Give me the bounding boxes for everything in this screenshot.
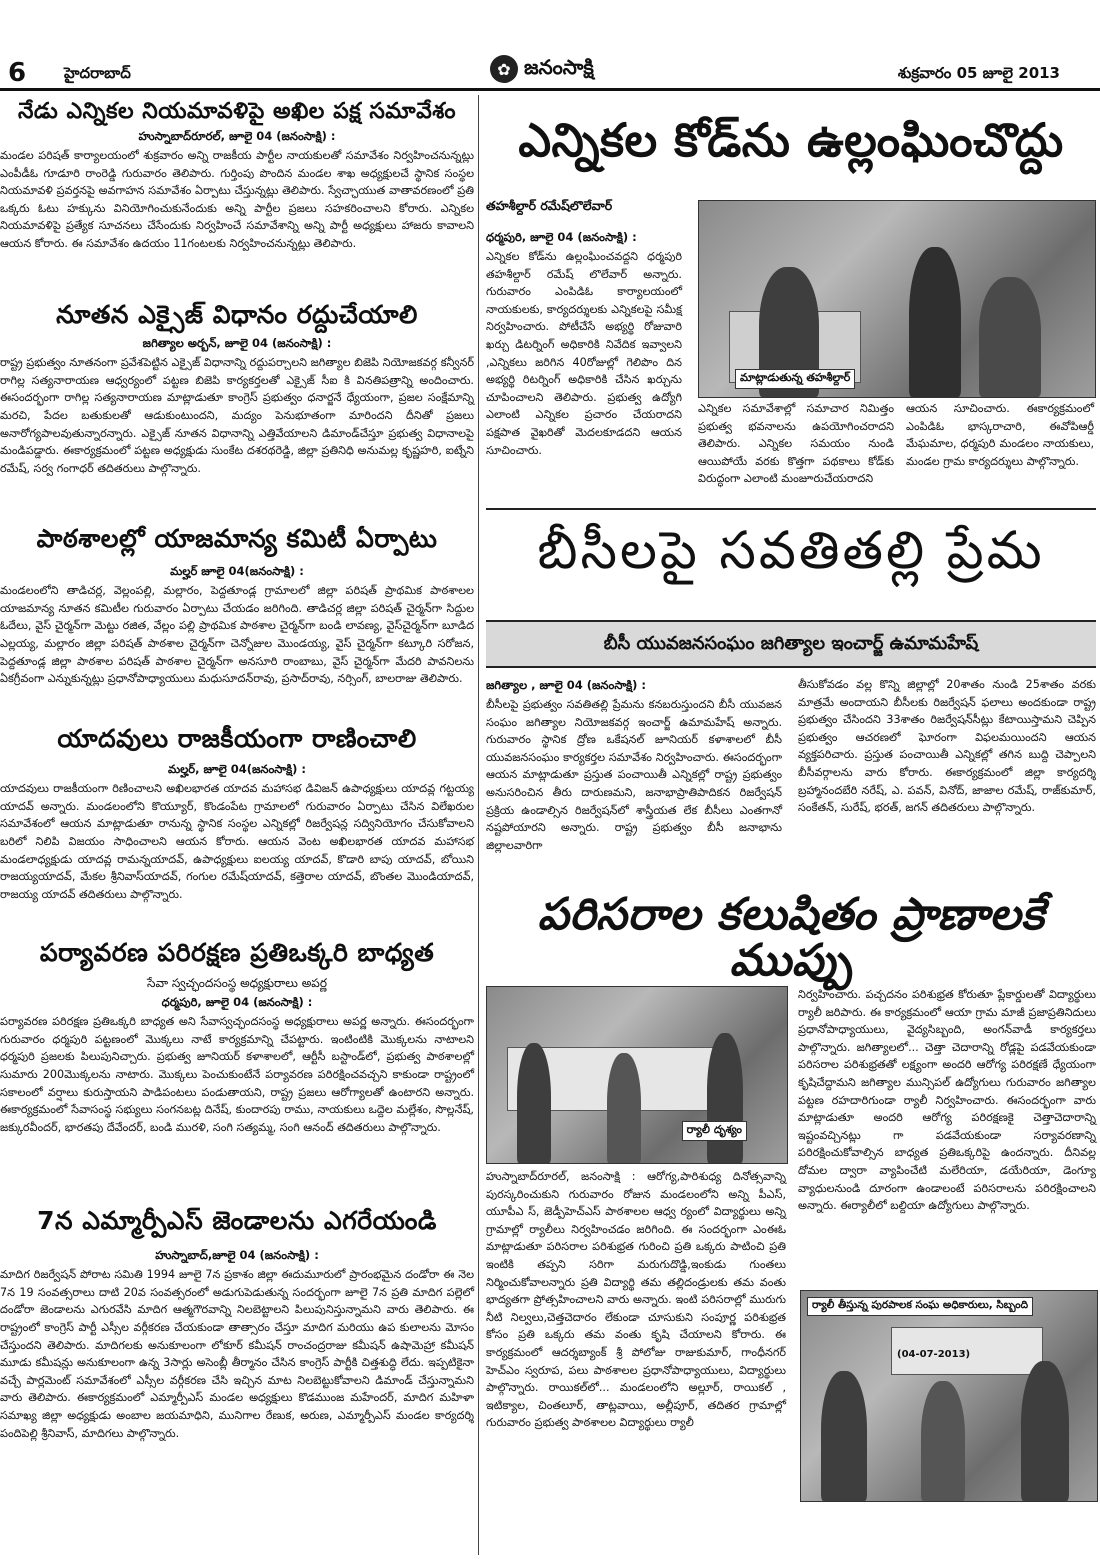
article-column-left [486, 1168, 786, 1432]
article-title: నేడు ఎన్నికల నియమావళిపై అఖిల పక్ష సమావేశం [17, 99, 457, 124]
masthead [490, 52, 640, 86]
article-dateline: జగిత్యాల అర్బన్‌, జూలై 04 (జనంసాక్షి) : [142, 336, 332, 351]
article-body: నిర్వహించారు. పచ్చదనం పరిశుభ్రత కోరుతూ ప్లేకార్డులతో విద్యార్థులు ర్యాలీ జరిపారు. ఈ కార్యక్రమంలో ఆయా గ్రామ మాజీ ప్రజాప్రతినిదులు ప్రధానోపాధ్యాయులు, వైద్యసిబ్బంది, అంగన్‌వాడీ కార్యకర్తలు పాల్గొన్నారు. జగిత్యాలలో... చెత్తా చెదారాన్ని రోడ్లపై పడవేయకుండా పరిసరాల పరిశుభ్రతతో లక్ష్యంగా అందరి ఆరోగ్య పరిరక్షణే ధ్యేయంగా కృషిచేద్దామని జగిత్యాల మున్సిపల్‌ ఉద్యోగులు గురువారం జగిత్యాల పట్టణ రహదారిగుండా ర్యాలీ నిర్వహించారు. ఈసందర్భంగా వారు మాట్లాడుతూ అందరి ఆరోగ్య పరిరక్షణకై చెత్తాచెదారాన్ని ఇష్టంవచ్చినట్లు గా పడవేయకుండా సర్యావరణాన్ని పరిరక్షించుకోవాల్సిన బాధ్యత ప్రతిఒక్కరిపై ఉందన్నారు. దీనివల్ల దోమల ద్వారా వ్యాపించేటి మలేరియా, డయేరియా, డెంగ్యూ వ్యాధులనుండి దూరంగా ఉండాలంటే పరిసరాలను పరిరక్షించాలని అన్నారు. ఈర్యాలీలో బల్దియా ఉద్యోగులు పాల్గొన్నారు. [798, 988, 1096, 1213]
masthead-title: జనంసాక్షి [524, 54, 594, 79]
article-dateline: ధర్మపురి, జూలై 04 (జనంసాక్షి) : [161, 995, 313, 1010]
article-body: తీసుకోవడం వల్ల కొన్ని జిల్లాల్లో 20శాతం నుండి 25శాతం వరకు మాత్రమే అందాయని బీసీలకు రిజర్వేషన్‌ ఫలాలు అందకుండా రాష్ట్ర ప్రభుత్వం చేసిందని 33శాతం రిజర్వేషన్‌సీట్లు కేటాయిస్తామని చెప్పిన ప్రభుత్వం ఆచరణలో ఘోరంగా విఫలమయిందని ఆయన వ్యక్తపరిచారు. ప్రస్తుత పంచాయితీ ఎన్నికల్లో తగిన బుద్ది చెప్పాలని బీసీవర్గాలను వారు కోరారు. ఈకార్యక్రమంలో జిల్లా కార్యదర్శి బ్రహ్మానందబేరి నరేష్‌, ఎ. పవన్‌, వినోద్‌, జాజాల రమేష్‌, రాజ్‌కుమార్‌, సంకేతన్‌, సురేష్‌, భరత్‌, జగన్‌ తదితరులు పాల్గొన్నారు. [798, 678, 1096, 815]
article-dateline: హుస్నాబాద్‌,జూలై 04 (జనంసాక్షి) : [155, 1248, 319, 1263]
article-subhead: సేవా స్వచ్ఛందసంస్థ అధ్యక్షురాలు అపర్ణ [147, 976, 327, 991]
article-mrps-flags [0, 1208, 474, 1442]
photo-caption: ర్యాలీ తీస్తున్న పురపాలక సంఘ అధికారులు, సిబ్బంది [807, 1297, 1033, 1316]
municipal-rally-photo [800, 1290, 1098, 1502]
section-rule [486, 508, 1096, 510]
article-column-2 [698, 400, 894, 488]
issue-date: శుక్రవారం 05 జూలై 2013 [897, 64, 1060, 82]
article-body: ఎన్నికల సమావేశాల్లో సమాచార నిమిత్తం ప్రభుత్వ భవనాలను ఉపయోగించరాదని తెలిపారు. ఎన్నికల సమయం నుండి ఆయిపోయే వరకు కొత్తగా పథకాలు కోడ్‌కు విరుద్ధంగా ఎలాంటి మంజూరుచేయరాదని [698, 402, 894, 486]
article-school-committee [0, 526, 474, 688]
article-election-code [486, 100, 1096, 167]
article-column-right [798, 986, 1096, 1215]
article-body: యాదవులు రాజకీయంగా రిణించాలని అఖిలభారత యాదవ మహాసభ డివిజన్‌ ఉపాధ్యక్షులు యాదవ్ల గట్టయ్య యాదవ్‌ అన్నారు. మండలంలోని కొయ్యూర్‌, కొండంపేట గ్రామాలలో గురువారం ఏర్పాటు చేసిన విలేఖరుల సమావేశంలో ఆయన మాట్లాడుతూ రానున్న స్థానిక సంస్థల ఎన్నికల్లో రిజర్వేషన్ల సద్వినియోగం చేసుకోవాలని బరిలో నిలిపి విజయం సాధించాలని ఆయన కోరారు. ఆయన వెంట అఖిలభారత యాదవ మహాసభ మండలాధ్యక్షుడు యాదవ్ల రామన్నయాదవ్‌, ఉపాధ్యక్షులు ఐలయ్య యాదవ్‌, కొడారి బాపు యాదవ్‌, బోయిని రాజయ్యయాదవ్‌, మేకల శ్రీనివాస్‌యాదవ్‌, గంగుల రమేష్‌యాదవ్‌, కత్తెరాల యాదవ్‌, బొంతల మొండియాదవ్‌, రాజయ్య యాదవ్‌ తదితరులు పాల్గొన్నారు. [0, 782, 474, 901]
article-column-3 [906, 400, 1094, 470]
article-dateline: మల్హర్‌ జూలై 04(జనంసాక్షి) : [170, 564, 304, 579]
article-headline: బీసీలపై సవతితల్లి ప్రేమ [537, 521, 1045, 581]
article-environment [0, 940, 474, 1136]
article-title: నూతన ఎక్సైజ్‌ విధానం రద్దుచేయాలి [56, 300, 418, 329]
article-title: పర్యావరణ పరిరక్షణ ప్రతిఒక్కరి బాధ్యత [39, 938, 435, 967]
article-title: యాదవులు రాజకీయంగా రాణించాలి [57, 724, 417, 753]
page-header [0, 0, 1100, 92]
article-pollution-threat [486, 880, 1096, 987]
article-body: మండలంలోని తాడిచర్ల, వెల్లంపల్లి, మల్లారం, పెద్దతూండ్ల గ్రామాలలో జిల్లా పరిషత్‌ ప్రాథమిక పాఠశాలల యాజమాన్య నూతన కమిటీల గురువారం ఏర్పాటు చేయడం జరిగింది. తాడిచర్ల జిల్లా పరిషత్‌ చైర్మన్‌గా సిద్దుల ఓదేలు, వైస్‌ చైర్మన్‌గా మెట్టు రజిత, వేల్లం పల్లి ప్రాథమిక పాఠశాల చైర్మన్‌గా బండి లావణ్య, వైస్‌చైర్మన్‌గా బూడిద ఎల్లయ్య, మల్లారం జిల్లా పరిషత్‌ పాఠశాల చైర్మన్‌గా చెన్నోజుల మొండయ్య, వైస్‌ చైర్మన్‌గా కట్కూరి సరోజన, పెద్దతూండ్ల జిల్లా పాఠశాల పరిషత్‌ పాఠశాల చైర్మన్‌గా అనసూరి రాంబాబు, వైస్‌ చైర్మన్‌గా మేదరి పావనిలను ఏకగ్రీవంగా ఎన్నుకున్నట్లు ప్రధానోపాధ్యాయులు మధుసూదన్‌రావు, ప్రసాద్‌రావు, నర్సింగ్‌, బాలరాజు తెలిపారు. [0, 584, 474, 686]
header-rule [0, 88, 1100, 91]
article-bc-stepmother [486, 516, 1096, 579]
article-headline: ఎన్నికల కోడ్‌ను ఉల్లంఘించొద్దు [518, 113, 1064, 167]
article-title: పాఠశాలల్లో యాజమాన్య కమిటీ ఏర్పాటు [36, 524, 438, 553]
article-allparty-meeting [0, 100, 474, 253]
photo-caption: మాట్లాడుతున్న తహశీల్దార్‌ [735, 369, 855, 389]
article-body: మండల పరిషత్‌ కార్యాలయంలో శుక్రవారం అన్ని రాజకీయ పార్టీల నాయకులతో సమావేశం నిర్వహించనున్నట్లు ఎంపీడీఓ గూడూరి రాంరెడ్డి గురువారం తెలిపారు. గుర్తింపు పొందిన మండల శాఖ అధ్యక్షులచే స్థానిక సంస్థల నియమావళి ప్రవర్తనపై అవగాహన సమావేశం ఏర్పాటు చేస్తున్నట్లు తెలిపారు. స్వేచ్ఛాయుత వాతావరణంలో ప్రతి ఒక్కరు ఓటు హక్కును వినియోగించుకునేందుకు అన్ని పార్టీల ప్రజలు సహకరించాలని కోరారు. ఎన్నికల నియమావళిపై ప్రత్యేక సూచనలు చేసేందుకు నిర్వహించే సమావేశాన్ని అన్ని పార్టీ అధ్యక్షులు హాజరు కావాలని ఆయన కోరారు. ఈ సమావేశం ఉదయం 11గంటలకు నిర్వహించనున్నట్లు తెలిపారు. [0, 149, 474, 251]
article-yadavs-politics [0, 726, 474, 903]
meeting-photo [698, 200, 1096, 398]
page-number: 6 [8, 58, 27, 88]
article-dateline: ధర్మపురి, జూలై 04 (జనంసాక్షి) : [486, 230, 637, 244]
article-subhead-banner: బీసీ యువజనసంఘం జగిత్యాల ఇంచార్జ్‌ ఉమామహేష్‌ [486, 620, 1096, 668]
column-divider [478, 95, 479, 1555]
banner-date: (04-07-2013) [897, 1349, 971, 1360]
article-column-2 [798, 676, 1096, 817]
article-body: ఎన్నికల కోడ్‌ను ఉల్లంఘించవద్దని ధర్మపురి తహశీల్దార్‌ రమేష్‌ లొలేవార్‌ అన్నారు. గురువారం ఎంపిడిఓ కార్యాలయంలో నాయకులకు, కార్యదర్శులకు ఎన్నికలపై సమీక్ష నిర్వహించారు. పోటీచేసే అభ్యర్థి రోజువారి ఖర్చు డిటర్నింగ్‌ అధికారికి నివేదిక ఇవ్వాలని ,ఎన్నికలు జరిగిన 40రోజుల్లో గెలిపొం దిన అభ్యర్థి రిటర్నింగ్‌ అధికారికి చేసిన ఖర్చును చూపించాలని తెలిపారు. ప్రభుత్వ ఉద్యోగి ఎలాంటి ఎన్నికల ప్రచారం చేయరాదని పక్షపాత వైఖరితో మెదలకూడదని ఆయన సూచించారు. [486, 250, 682, 457]
article-subhead: తహశీల్దార్‌ రమేష్‌లొలేవార్‌ [486, 198, 613, 213]
article-body: పర్యావరణ పరిరక్షణ ప్రతిఒక్కరి బాధ్యత అని సేవాస్వచ్ఛందసంస్థ అధ్యక్షురాలు అపర్ణ అన్నారు. ఈసందర్భంగా గురువారం ధర్మపురి పట్టణంలో మొక్కలు నాటే కార్యక్రమాన్ని చేపట్టారు. ఇంటింటికి మొక్కలను నాటాలని ధర్మపురి ప్రజలకు పిలుపునిచ్చారు. ప్రభుత్వ జూనియర్‌ కళాశాలలో, ఆర్టీసీ బస్టాండ్‌లో, ప్రభుత్వ పాఠశాలల్లో సుమారు 200మొక్కలను నాటారు. మొక్కలు పెంచుకుంటేనే పర్యావరణ పరిరక్షించవచ్చని కాకుండా రాష్ట్రంలో సకాలంలో వర్షాలు కురుస్తాయని పాడిపంటలు పండుతాయని, రాష్ట్ర ప్రజలు ఆరోగ్యాలతో ఉంటారని అన్నారు. ఈకార్యక్రమంలో సేవాసంస్థ సభ్యులు సంగనబట్ల దినేష్‌, కుందారపు రాము, నాయకులు ఒద్దెల మల్లేశం, సొల్లనేష్‌, జక్కురవీందర్‌, భారతపు దేవేందర్‌, బండి మురళి, సంగి సత్యమ్మ, సంగి ఆనంద్‌ తదితరులు పాల్గొన్నారు. [0, 1015, 474, 1134]
article-column-1 [486, 676, 782, 854]
article-body: ఆయన సూచించారు. ఈకార్యక్రమంలో ఎంపిడిఓ భాస్కరాచారి, ఈవోపిఆర్డీ మేఘమాల, ధర్మపురి మండలం నాయకులు, మండల గ్రామ కార్యదర్శులు పాల్గొన్నారు. [906, 402, 1094, 468]
article-body: బీసీలపై ప్రభుత్వం సవతితల్లి ప్రేమను కనబరుస్తుందని బీసీ యువజన సంఘం జగిత్యాల నియోజకవర్గ ఇంచార్జ్‌ ఉమామహేష్‌ అన్నారు. గురువారం స్థానిక ద్రోణ ఒకేషనల్‌ జూనియర్‌ కళాశాలలో బీసీ యువజనసంఘం కార్యకర్తల సమావేశం నిర్వహించారు. ఈసందర్భంగా ఆయన మాట్లాడుతూ ప్రస్తుత పంచాయితీ ఎన్నికల్లో రాష్ట్ర ప్రభుత్వం అనుసరించిన తీరు దారుణమని, జనాభాప్రాతిపాదికన రిజర్వేషన్‌ ప్రక్రియ ఉండాల్సిన రిజర్వేషన్‌లో శాస్త్రీయత లేక బీసీలు ఎంతగానో నష్టపోయారని అన్నారు. రాష్ట్ర ప్రభుత్వం బీసీ జనాభాను జిల్లాలవారిగా [486, 698, 782, 852]
article-title: 7న ఎమ్మార్పీఎస్‌ జెండాలను ఎగరేయండి [37, 1206, 437, 1235]
article-column-1 [486, 228, 682, 459]
photo-caption: ర్యాలీ దృశ్యం [682, 1121, 747, 1141]
article-dateline: జగిత్యాల , జూలై 04 (జనంసాక్షి) : [486, 678, 647, 692]
article-dateline: హుస్నాబాద్‌రూరల్‌, జూలై 04 (జనంసాక్షి) : [138, 129, 336, 144]
masthead-logo-icon: ✿ [490, 55, 518, 83]
rally-photo [486, 986, 788, 1164]
article-body: మాదిగ రిజర్వేషన్‌ పోరాట సమితి 1994 జూలై 7న ప్రకాశం జిల్లా ఈదుమూరులో ప్రారంభమైన దండోరా ఈ నెల 7న 19 సంవత్సరాలు దాటి 20వ సంవత్సరంలో అడుగుపెడుతున్న సందర్భంగా జూలై 7న ప్రతి మాదిగ పల్లెలో దండోరా జెండాలను ఎగురవేసి మాదిగ ఆత్మగౌరవాన్ని నిలబెట్టాలని పిలుపునిస్తున్నామని వారు తెలిపారు. ఈ రాష్ట్రంలో కాంగ్రెస్‌ పార్టీ ఎస్సీల వర్గీకరణ చేయకుండా తాత్సారం చేస్తూ మాదిగ మరియు ఉప కులాలను మోసం చేస్తుందని తెలిపారు. మాదిగలకు అనుకూలంగా లోకూర్‌ కమీషన్‌ రాంచంద్రరాజు కమీషన్‌ ఉషామెహ్రా కమీషన్‌ మూడు కమీషన్లు అనుకూలంగా ఉన్న 3సార్లు అసెంబ్లీ తీర్మానం చేసిన కాంగ్రెస్‌ పార్టీకి చిత్తశుద్ధి లేదు. ఇప్పటికైనా వచ్చే పార్లమెంట్‌ సమావేశంలో ఎస్సీల వర్గీకరణ చేసి ఇచ్చిన మాట నిలబెట్టుకోవాలని డిమాండ్‌ చేస్తున్నామని వారు తెలిపారు. ఈకార్యక్రమంలో ఎమ్మార్పీఎస్‌ మండల అధ్యక్షులు కొడముంజ మహేందర్‌, మాదిగ మహిళా సమాఖ్య జిల్లా అధ్యక్షుడు అంబాల జయమాధిని, మునిగాల రేణుక, అరుణ, ఎమ్మార్పీఎస్‌ మండల కార్యదర్శి పందిపెల్లి శ్రీనివాస్‌, మాదిగలు పాల్గొన్నారు. [0, 1268, 474, 1440]
article-dateline: మల్హర్‌, జూలై 04(జనంసాక్షి) : [167, 762, 307, 777]
article-body: హుస్నాబాద్‌రూరల్‌, జనంసాక్షి : ఆరోగ్య,పారిశుధ్య దినోత్సవాన్ని పురస్కరించుకుని గురువారం రోజున మండలంలోని అన్ని పీఎస్‌, యూపీఎ స్‌, జెడ్పీహెచ్‌ఎస్‌ పాఠశాలల ఆధ్వ ర్యంలో విద్యార్థులు అన్ని గ్రామాల్లో ర్యాలీలు నిర్వహించడం జరిగింది. ఈ సందర్భంగా ఎంఈఓ మాట్లాడుతూ పరిసరాల పరిశుభ్రత గురించి ప్రతి ఒక్కరు పాటించి ప్రతి ఇంటికి తప్పని సరిగా మరుగుదొడ్డి,ఇంకుడు గుంతలు నిర్మించుకోవాలన్నారు ప్రతి విద్యార్థి తమ తల్లిదండ్రులకు తమ వంతు భాద్యతగా ప్రోత్సహించాలని వారు అన్నారు. ఇంటి పరిసరాల్లో మురుగు నీటి నిల్వలు,చెత్తచెదారం లేకుండా చూసుకుని సంపూర్ణ పరిశుభ్రత కోసం ప్రతి ఒక్కరు తమ వంతు కృషి చేయాలని కోరారు. ఈ కార్యక్రమంలో ఆదర్శబ్యాంక్‌ శ్రీ పోలోజు రాజుకుమార్‌, గాంధీనగర్‌ హెచ్‌ఎం స్వరూప, పలు పాఠశాలల ప్రధానోపాధ్యాయులు, విద్యార్థులు పాల్గొన్నారు. రాయికల్‌లో... మండలంలోని అల్లూర్‌, రాయికల్‌ , ఇటిక్యాల, చింతలూర్‌, తాట్లవాయి, అల్లీపూర్‌, తదితర గ్రామాల్లో గురువారం ప్రభుత్వ పాఠశాలల విద్యార్థులు ర్యాలీ [486, 1170, 786, 1430]
article-excise-policy [0, 302, 474, 477]
article-body: రాష్ట్ర ప్రభుత్వం నూతనంగా ప్రవేశపెట్టిన ఎక్సైజ్‌ విధానాన్ని రద్దుపర్చాలని జగిత్యాల బిజెపి నియోజకవర్గ కన్వీనర్‌ రాగిల్ల సత్యనారాయణ ఆధ్వర్యంలో పట్టణ బిజెపి కార్యకర్తలతో ఎక్సైజ్‌ సీఐ కి వినతిపత్రాన్ని అందించారు. ఈసందర్భంగా రాగిల్ల సత్యనారాయణ మాట్లాడుతూ కాంగ్రెస్‌ ప్రభుత్వం ధనార్జనే ధ్యేయంగా, ప్రజల సంక్షేమాన్ని మరచి, పేదల బతుకులతో ఆడుకుంటుందని, మద్యం పెనుభూతంగా మారిందని దీనితో ప్రజలు అనారోగ్యపాలవుతున్నారన్నారు. ఎక్సైజ్‌ నూతన విధానాన్ని ఎత్తివేయాలని డిమాండ్‌చేస్తూ ప్రభుత్వ విధానాలపై మండిపడ్డారు. ఈకార్యక్రమంలో పట్టణ అధ్యక్షుడు సుంకేట దశరథరెడ్డి, జిల్లా ప్రతినిధి అనుమల్ల కృష్ణహరి, ఐట్నేని రమేష్‌, సర్వ గంగాధర్‌ తదితరులు పాల్గొన్నారు. [0, 356, 474, 475]
article-headline: పరిసరాల కలుషితం ప్రాణాలకే ముప్పు [537, 889, 1045, 987]
edition-city: హైదరాబాద్ [64, 64, 131, 82]
